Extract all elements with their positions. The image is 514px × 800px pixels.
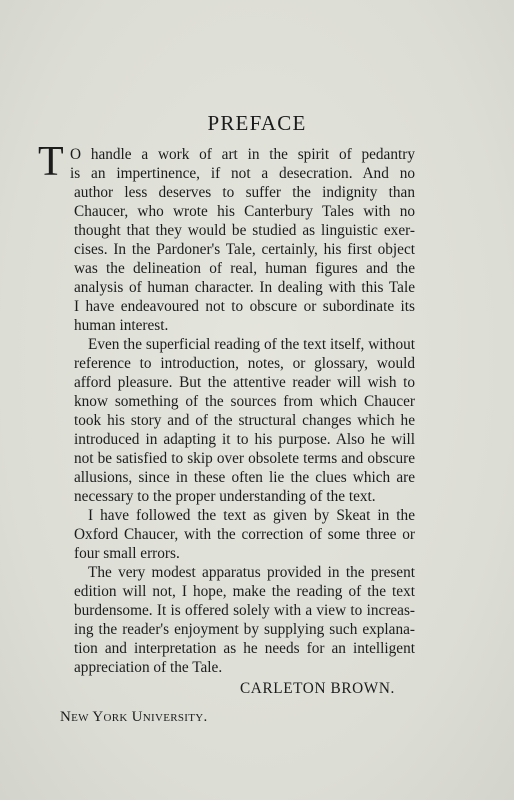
text-line: I have endeavoured not to obscure or subordinate its (74, 298, 415, 315)
author-signature: CARLETON BROWN. (240, 680, 395, 697)
text-line: human interest. (74, 317, 169, 334)
text-line: Oxford Chaucer, with the correction of some three or (74, 526, 415, 543)
text-line: author less deserves to suffer the indignity than (74, 184, 415, 201)
text-line: was the delineation of real, human figures and the (74, 260, 415, 277)
text-line: know something of the sources from which Chaucer (74, 393, 415, 410)
text-line: appreciation of the Tale. (74, 659, 223, 676)
text-line: cises. In the Pardoner's Tale, certainly, his first object (74, 241, 415, 258)
institution-line: New York University. (60, 709, 208, 725)
text-line: introduced in adapting it to his purpose. Also he will (74, 431, 415, 448)
text-line: burdensome. It is offered solely with a view to increas- (74, 602, 415, 619)
text-line: Even the superficial reading of the text itself, without (88, 336, 415, 353)
text-line: necessary to the proper understanding of the text. (74, 488, 376, 505)
text-line: thought that they would be studied as linguistic exer- (74, 222, 415, 239)
text-line: The very modest apparatus provided in the present (88, 564, 415, 581)
text-line: tion and interpretation as he needs for an intelligent (74, 640, 415, 657)
text-line: I have followed the text as given by Skeat in the (88, 507, 415, 524)
text-line: Chaucer, who wrote his Canterbury Tales with no (74, 203, 415, 220)
text-line: edition will not, I hope, make the reading of the text (74, 583, 415, 600)
text-line: O handle a work of art in the spirit of pedantry (70, 146, 415, 163)
page-title: PREFACE (207, 111, 307, 135)
text-line: afford pleasure. But the attentive reader will wish to (74, 374, 415, 391)
text-line: is an impertinence, if not a desecration. And no (70, 165, 415, 182)
text-line: ing the reader's enjoyment by supplying such explana- (74, 621, 415, 638)
text-line: allusions, since in these often lie the clues which are (74, 469, 415, 486)
text-line: four small errors. (74, 545, 180, 562)
text-line: reference to introduction, notes, or glossary, would (74, 355, 415, 372)
text-line: analysis of human character. In dealing with this Tale (74, 279, 415, 296)
text-line: took his story and of the structural changes which he (74, 412, 415, 429)
drop-cap: T (38, 139, 64, 185)
text-line: not be satisfied to skip over obsolete terms and obscure (74, 450, 415, 467)
